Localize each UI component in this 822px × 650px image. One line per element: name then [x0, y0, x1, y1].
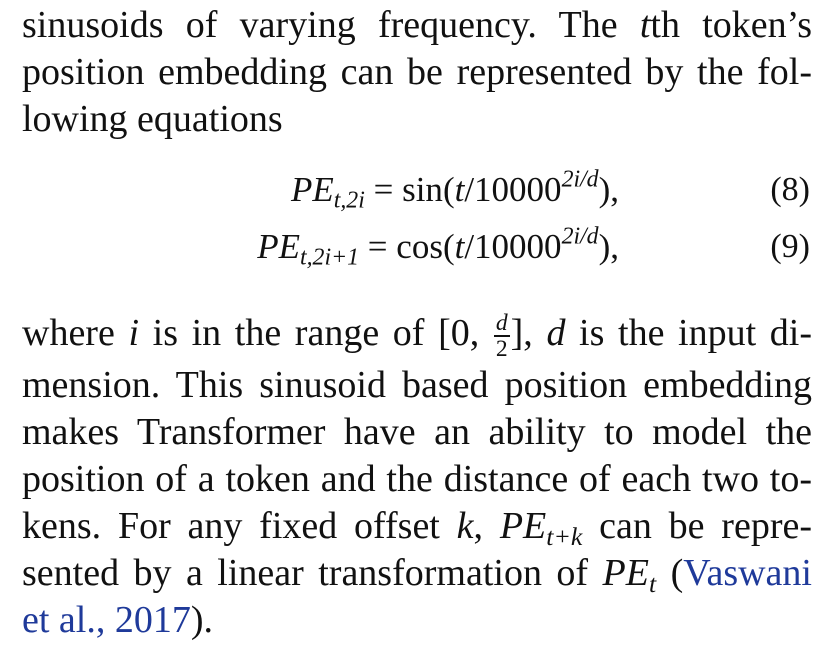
text-line: where i is in the range of [0, $\frac{d}{2}$ ], d is the input di- [22, 309, 813, 363]
paragraph-explanation [22, 310, 812, 644]
text-line: lowing equations [22, 98, 283, 140]
text-line: sinusoids of varying frequency. The tth token’s [22, 4, 813, 46]
text-line: kens. For any fixed offset k, $PE_{t+k}$ can be repre- [22, 505, 812, 552]
equation-number: (9) [770, 228, 810, 265]
equation-body: $PE_{t,2i+1} = \cos(t/10000^{2i/d})$, [257, 223, 619, 271]
equation-body: $PE_{t,2i} = \sin(t/10000^{2i/d})$, [290, 166, 619, 214]
equation-9 [0, 224, 822, 270]
citation-link[interactable]: Vaswani [683, 552, 812, 595]
text-line: et al., 2017). [22, 599, 214, 642]
text-line: makes Transformer have an ability to model the [22, 411, 812, 454]
text-line: position of a token and the distance of each two to- [22, 458, 812, 501]
equation-number: (8) [770, 171, 810, 208]
text-line: position embedding can be represented by the fol- [22, 51, 812, 93]
citation-link[interactable]: et al., 2017 [22, 599, 191, 642]
text-line: mension. This sinusoid based position embedding [22, 364, 812, 407]
paragraph-intro [22, 2, 812, 143]
fraction-d-over-2: $\frac{d}{2}$ [495, 309, 508, 363]
equation-8 [0, 167, 822, 213]
text-line: sented by a linear transformation of $PE_t$ (Vaswani [22, 552, 812, 599]
